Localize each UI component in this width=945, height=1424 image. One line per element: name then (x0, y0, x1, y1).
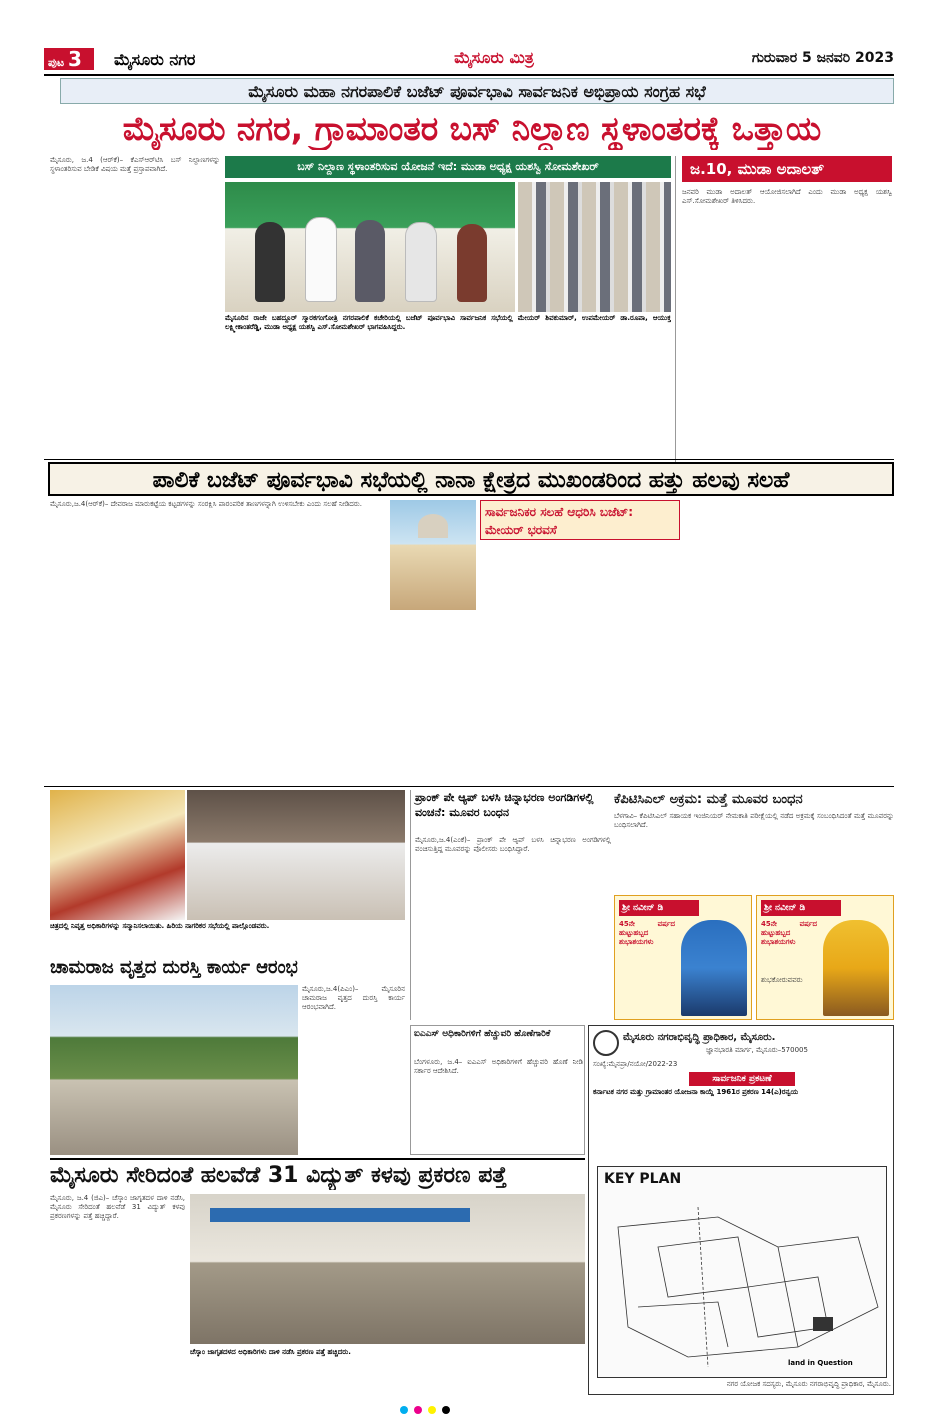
ad-portrait (823, 920, 889, 1016)
felicitation-photo (50, 790, 185, 920)
person-figure (255, 222, 285, 302)
chamaraja-headline: ಚಾಮರಾಜ ವೃತ್ತದ ದುರಸ್ತಿ ಕಾರ್ಯ ಆರಂಭ (50, 957, 298, 978)
bottom-story-body: ಮೈಸೂರು, ಜ.4 (ಜಿಎ)– ಚೆಸ್ಕಾಂ ಜಾಗೃತದಳ ದಾಳಿ ನಡೆಸಿ, ಮೈಸೂರು ಸೇರಿದಂತೆ ಹಲವೆಡೆ 31 ವಿದ್ಯುತ್ ಕಳವು ಪ್ರಕರಣಗಳನ್ನು ಪತ್ತೆ ಹಚ್ಚಿದ್ದಾರೆ. (50, 1194, 185, 1220)
key-plan-map (597, 1166, 887, 1378)
birthday-ad-2 (756, 895, 894, 1020)
sidebar-headline: ಜ.10, ಮುಡಾ ಅದಾಲತ್ (682, 156, 892, 182)
map-legend: land in Question (788, 1359, 853, 1367)
chamaraja-body: ಮೈಸೂರು,ಜ.4(ಪಿಎಂ)– ಮೈಸೂರಿನ ಚಾಮರಾಜ ವೃತ್ತದ ದುರಸ್ತಿ ಕಾರ್ಯ ಆರಂಭವಾಗಿದೆ. (302, 985, 405, 1011)
chamaraja-circle-photo (50, 985, 298, 1155)
section-rule (44, 786, 894, 787)
registration-mark (428, 1406, 436, 1414)
page-number: 3 (67, 47, 82, 71)
registration-mark (414, 1406, 422, 1414)
person-figure (405, 222, 437, 302)
second-story-col3 (480, 544, 680, 784)
top-story-caption: ಮೈಸೂರಿನ ರಾಜೇ ಬಹದ್ದೂರ್ ಸ್ಮಾರಕಗಂಗೋತ್ರಿ ನಗರಪಾಲಿಕೆ ಕಚೇರಿಯಲ್ಲಿ ಬಜೆಟ್ ಪೂರ್ವಭಾವಿ ಸಾರ್ವಜನಿಕ ಸಭೆಯಲ್ಲಿ ಮೇಯರ್ ಶಿವಕುಮಾರ್, ಉಪಮೇಯರ್ ಡಾ.ರೂಪಾ, ಆಯುಕ್ತ ಲಕ್ಷ್ಮೀಕಾಂತರೆಡ್ಡಿ, ಮುಡಾ ಅಧ್ಯಕ್ಷ ಯಶಸ್ವಿ ಎಸ್.ಸೋಮಶೇಖರ್ ಭಾಗವಹಿಸಿದ್ದರು. (225, 314, 671, 331)
ad-name: ಶ್ರೀ ನವೀನ್ ಡಿ (619, 900, 699, 916)
hall-photo (187, 790, 405, 920)
page-header (44, 44, 894, 74)
photo-row-caption: ಚಿತ್ರದಲ್ಲಿ ನಿವೃತ್ತ ಅಧಿಕಾರಿಗಳನ್ನು ಸನ್ಮಾನಿಸಲಾಯಿತು. ಹಿರಿಯ ನಾಗರಿಕರ ಸಭೆಯಲ್ಲಿ ಪಾಲ್ಗೊಂಡವರು. (50, 922, 270, 930)
kptcl-story-body: ಬೆಳಗಾವಿ– ಕೆಪಿಟಿಸಿಎಲ್ ಸಹಾಯಕ ಇಂಜಿನಿಯರ್ ನೇಮಕಾತಿ ಪರೀಕ್ಷೆಯಲ್ಲಿ ನಡೆದ ಅಕ್ರಮಕ್ಕೆ ಸಂಬಂಧಿಸಿದಂತೆ ಮತ್ತೆ ಮೂವರನ್ನು ಬಂಧಿಸಲಾಗಿದೆ. (614, 812, 894, 829)
registration-mark (400, 1406, 408, 1414)
bottom-story-headline: ಮೈಸೂರು ಸೇರಿದಂತೆ ಹಲವೆಡೆ 31 ವಿದ್ಯುತ್ ಕಳವು ಪ್ರಕರಣ ಪತ್ತೆ (50, 1158, 585, 1190)
notice-address: ಜ್ಞಾನಭಾರತಿ ಮಾರ್ಗ, ಮೈಸೂರು–570005 (706, 1046, 808, 1054)
person-figure (305, 217, 337, 302)
notice-org: ಮೈಸೂರು ನಗರಾಭಿವೃದ್ಧಿ ಪ್ರಾಧಿಕಾರ, ಮೈಸೂರು. (623, 1032, 776, 1043)
top-story-headline: ಮೈಸೂರು ನಗರ, ಗ್ರಾಮಾಂತರ ಬಸ್ ನಿಲ್ದಾಣ ಸ್ಥಳಾಂತರಕ್ಕೆ ಒತ್ತಾಯ (122, 109, 822, 148)
second-story-headline: ಪಾಲಿಕೆ ಬಜೆಟ್ ಪೂರ್ವಭಾವಿ ಸಭೆಯಲ್ಲಿ ನಾನಾ ಕ್ಷೇತ್ರದ ಮುಖಂಡರಿಂದ ಹತ್ತು ಹಲವು ಸಲಹೆ (48, 462, 894, 496)
section-rule (44, 459, 894, 460)
person-figure (457, 224, 487, 302)
top-story-body: ಮೈಸೂರು, ಜ.4 (ಆರ್‌ಕೆ)– ಕೆಎಸ್‌ಆರ್‌ಟಿಸಿ ಬಸ್ ನಿಲ್ದಾಣಗಳನ್ನು ಸ್ಥಳಾಂತರಿಸುವ ಬೇಡಿಕೆ ವಿಷಯ ಮತ್ತೆ ಪ್ರಸ್ತಾಪವಾಗಿದೆ. (50, 156, 220, 173)
meeting-photo-stage (225, 182, 515, 312)
header-rule (44, 74, 894, 76)
page-number-badge (44, 48, 94, 70)
ias-story-body: ಬೆಂಗಳೂರು, ಜ.4– ಐಎಎಸ್ ಅಧಿಕಾರಿಗಳಿಗೆ ಹೆಚ್ಚುವರಿ ಹೊಣೆ ನೀಡಿ ಸರ್ಕಾರ ಆದೇಶಿಸಿದೆ. (414, 1058, 583, 1075)
notice-emblem (593, 1030, 619, 1056)
bottom-story-caption: ಚೆಸ್ಕಾಂ ಜಾಗೃತದಳದ ಅಧಿಕಾರಿಗಳು ದಾಳಿ ನಡೆಸಿ ಪ್ರಕರಣ ಪತ್ತೆ ಹಚ್ಚಿದರು. (190, 1348, 351, 1356)
top-story-subhead: ಬಸ್ ನಿಲ್ದಾಣ ಸ್ಥಳಾಂತರಿಸುವ ಯೋಜನೆ ಇದೆ: ಮುಡಾ ಅಧ್ಯಕ್ಷ ಯಶಸ್ವಿ ಸೋಮಶೇಖರ್ (225, 156, 671, 178)
map-drawing (598, 1187, 886, 1377)
top-story-kicker: ಮೈಸೂರು ಮಹಾ ನಗರಪಾಲಿಕೆ ಬಜೆಟ್ ಪೂರ್ವಭಾವಿ ಸಾರ್ವಜನಿಕ ಅಭಿಪ್ರಾಯ ಸಂಗ್ರಹ ಸಭೆ (60, 78, 894, 104)
sidebar-body: ಜನವರಿ ಮುಡಾ ಅದಾಲತ್ ಆಯೋಜಿಸಲಾಗಿದೆ ಎಂದು ಮುಡಾ ಅಧ್ಯಕ್ಷ ಯಶಸ್ವಿ ಎಸ್.ಸೋಮಶೇಖರ್ ತಿಳಿಸಿದರು. (682, 188, 892, 205)
meeting-photo-audience (518, 182, 671, 312)
ias-story (410, 1025, 585, 1155)
notice-ref: ಸಂಖ್ಯೆ:ಮೈನಪ್ರಾ/ನಯೋ/2022-23 (593, 1060, 678, 1068)
fraud-story (410, 790, 610, 1020)
masthead: ಮೈಸೂರು ಮಿತ್ರ (454, 48, 534, 67)
ias-story-headline: ಐಎಎಸ್ ಅಧಿಕಾರಿಗಳಿಗೆ ಹೆಚ್ಚುವರಿ ಹೊಣೆಗಾರಿಕೆ (414, 1029, 551, 1039)
second-story-body: ಮೈಸೂರು,ಜ.4(ಆರ್‌ಕೆ)– ದೇವರಾಜ ಮಾರುಕಟ್ಟೆಯ ಕಟ್ಟಡಗಳನ್ನು ಸಂರಕ್ಷಿಸಿ ಪಾರಂಪರಿಕ ತಾಣಗಳನ್ನಾಗಿ ಉಳಿಸಬೇಕು ಎಂದು ಸಲಹೆ ನೀಡಿದರು. (50, 500, 362, 508)
second-story-col4 (686, 500, 894, 784)
public-notice (588, 1025, 894, 1395)
birthday-ad-1 (614, 895, 752, 1020)
dome-shape (418, 514, 448, 538)
issue-date: ಗುರುವಾರ 5 ಜನವರಿ 2023 (751, 50, 894, 66)
fraud-story-headline: ಪ್ರಾಂಕ್ ಪೇ ಆ್ಯಪ್ ಬಳಸಿ ಚಿನ್ನಾಭರಣ ಅಂಗಡಿಗಳಲ್ಲಿ ವಂಚನೆ: ಮೂವರ ಬಂಧನ (415, 791, 594, 819)
notice-subtitle: ಕರ್ನಾಟಕ ನಗರ ಮತ್ತು ಗ್ರಾಮಾಂತರ ಯೋಜನಾ ಕಾಯ್ದೆ 1961ರ ಪ್ರಕರಣ 14(ಎ)ರನ್ವಯ (593, 1088, 799, 1096)
ad-name: ಶ್ರೀ ನವೀನ್ ಡಿ (761, 900, 841, 916)
page-label: ಪುಟ (48, 56, 65, 69)
ad-text: 45ನೇ ವರ್ಷದ ಹುಟ್ಟುಹಬ್ಬದ ಶುಭಾಶಯಗಳು (619, 920, 675, 946)
sidebar-adalat-box (675, 156, 895, 486)
ad-portrait (681, 920, 747, 1016)
ad-text: 45ನೇ ವರ್ಷದ ಹುಟ್ಟುಹಬ್ಬದ ಶುಭಾಶಯಗಳು (761, 920, 817, 946)
notice-footer: ನಗರ ಯೋಜಕ ಸದಸ್ಯರು, ಮೈಸೂರು ನಗರಾಭಿವೃದ್ಧಿ ಪ್ರಾಧಿಕಾರ, ಮೈಸೂರು. (726, 1380, 891, 1388)
notice-title: ಸಾರ್ವಜನಿಕ ಪ್ರಕಟಣೆ (689, 1072, 795, 1086)
notice-body (593, 1100, 891, 1160)
kptcl-story-headline: ಕೆಪಿಟಿಸಿಎಲ್ ಅಕ್ರಮ: ಮತ್ತೆ ಮೂವರ ಬಂಧನ (614, 792, 803, 807)
registration-mark (442, 1406, 450, 1414)
ad-footer: ಶುಭಕೋರುವವರು (761, 976, 803, 984)
cesc-team-photo (190, 1194, 585, 1344)
second-story-inset-head: ಸಾರ್ವಜನಿಕರ ಸಲಹೆ ಆಧರಿಸಿ ಬಜೆಟ್: ಮೇಯರ್ ಭರವಸೆ (480, 500, 680, 540)
kptcl-story (614, 790, 894, 890)
fraud-story-body: ಮೈಸೂರು,ಜ.4(ಎಂಕೆ)– ಪ್ರಾಂಕ್ ಪೇ ಆ್ಯಪ್ ಬಳಸಿ ಚಿನ್ನಾಭರಣ ಅಂಗಡಿಗಳಲ್ಲಿ ವಂಚಿಸುತ್ತಿದ್ದ ಮೂವರನ್ನು ಪೊಲೀಸರು ಬಂಧಿಸಿದ್ದಾರೆ. (415, 836, 611, 853)
palike-building-photo (390, 500, 476, 610)
map-title: KEY PLAN (604, 1171, 682, 1187)
banner-shape (210, 1208, 470, 1222)
top-story-body-col2 (225, 338, 671, 458)
person-figure (355, 220, 385, 302)
section-name: ಮೈಸೂರು ನಗರ (114, 50, 196, 69)
